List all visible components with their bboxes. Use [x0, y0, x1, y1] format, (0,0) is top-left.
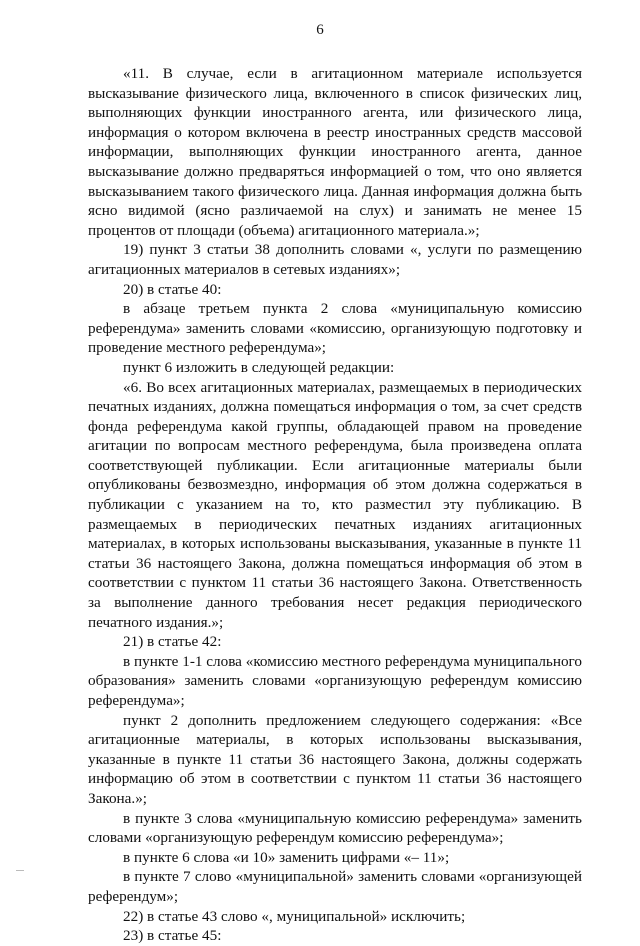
paragraph-clause-6: «6. Во всех агитационных материалах, размещаемых в периодических печатных изданиях, должна помещаться информация о том, за счет средств фонда референдума какой группы, обладающей правом на проведение агитации по вопросам местного референдума, была произведена оплата соответствующей публикации. Если агитационные материалы были опубликованы безвозмездно, информация об этом должна содержаться в публикации с указанием на то, кто разместил эту публикацию. В размещаемых в периодических печатных изданиях агитационных материалах, в которых использованы высказывания, указанные в пункте 11 статьи 36 настоящего Закона, должна помещаться информация об этом в соответствии с пунктом 11 статьи 36 настоящего Закона. Ответственность за выполнение данного требования несет редакция периодического печатного издания.»; — [88, 378, 582, 631]
page-number: 6 — [316, 22, 324, 38]
paragraph-item-19: 19) пункт 3 статьи 38 дополнить словами «, услуги по размещению агитационных материалов в сетевых изданиях»; — [88, 241, 582, 278]
paragraph-item-20-b: пункт 6 изложить в следующей редакции: — [123, 358, 395, 376]
paragraph-item-20-a: в абзаце третьем пункта 2 слова «муниципальную комиссию референдума» заменить словами «комиссию, организующую подготовку и проведение местного референдума»; — [88, 300, 582, 357]
paragraph-item-20: 20) в статье 40: — [123, 280, 222, 298]
paragraph-clause-11: «11. В случае, если в агитационном материале используется высказывание физического лица, включенного в список физических лиц, выполняющих функции иностранного агента, или физического лица, информация о котором включена в реестр иностранных средств массовой информации, выполняющих функции иностранного агента, данное высказывание должно предваряться информацией о том, что оно является высказыванием такого физического лица. Данная информация должна быть ясно видимой (ясно различаемой на слух) и занимать не менее 15 процентов от площади (объема) агитационного материала.»; — [88, 65, 582, 239]
paragraph-item-21-a: в пункте 1-1 слова «комиссию местного референдума муниципального образования» заменить словами «организующую референдум комиссию референдума»; — [88, 652, 582, 709]
paragraph-item-21-c: в пункте 3 слова «муниципальную комиссию референдума» заменить словами «организующую референдум комиссию референдума»; — [88, 809, 582, 847]
paragraph-item-21-e: в пункте 7 слово «муниципальной» заменить словами «организующей референдум»; — [88, 868, 582, 905]
paragraph-item-21: 21) в статье 42: — [123, 633, 222, 651]
paragraph-item-22: 22) в статье 43 слово «, муниципальной» исключить; — [123, 907, 466, 925]
document-body — [88, 64, 582, 946]
scan-artifact — [16, 870, 24, 871]
paragraph-item-23: 23) в статье 45: — [123, 927, 222, 945]
paragraph-item-21-d: в пункте 6 слова «и 10» заменить цифрами «– 11»; — [123, 848, 450, 866]
paragraph-item-21-b: пункт 2 дополнить предложением следующего содержания: «Все агитационные материалы, в которых использованы высказывания, указанные в пункте 11 статьи 36 настоящего Закона, должны содержать информацию об этом в соответствии с пунктом 11 статьи 36 настоящего Закона.»; — [88, 711, 582, 807]
